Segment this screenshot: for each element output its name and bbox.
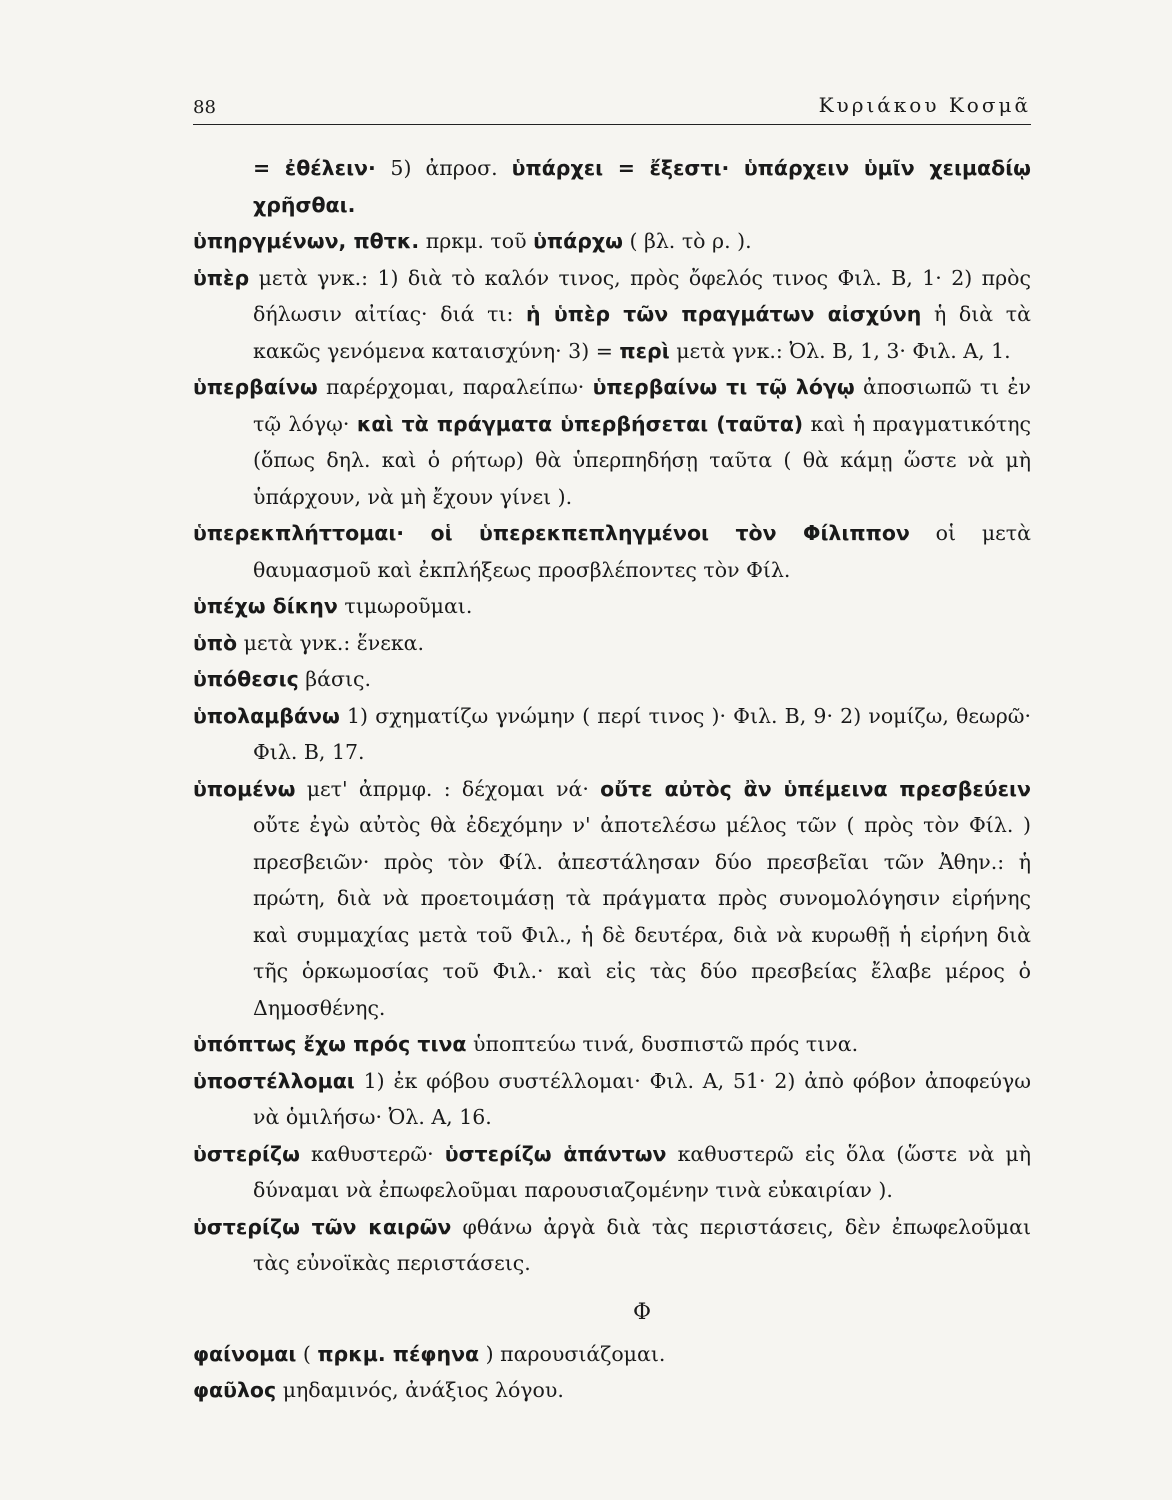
entry-text: ( βλ. τὸ ρ. ). [622,229,752,253]
entry-text: βάσις. [298,667,371,691]
entry-lemma: ὑπερβαίνω [193,375,318,399]
entry-text: οὔτε ἐγὼ αὐτὸς θὰ ἐδεχόμην ν' ἀποτελέσω μέλος τῶν ( πρὸς τὸν Φίλ. ) πρεσβειῶν· πρὸς τὸν Φίλ. ἀπεστάλησαν δύο πρεσβεῖαι τῶν Ἀθην.: ἡ πρώτη, διὰ νὰ προετοιμάσῃ τὰ πράγματα πρὸς συνομολόγησιν εἰρήνης καὶ συμμαχίας μετὰ τοῦ Φιλ., ἡ δὲ δευτέρα, διὰ νὰ κυρωθῇ ἡ εἰρήνη διὰ τῆς ὁρκωμοσίας τοῦ Φιλ.· καὶ εἰς τὰς δύο πρεσβείας ἔλαβε μέρος ὁ Δημοσθένης. [253,813,1031,1020]
entry-text: 1) ἐκ φόβου συστέλλομαι· Φιλ. Α, 51· 2) ἀπὸ φόβον ἀποφεύγω νὰ ὁμιλήσω· Ὀλ. Α, 16. [253,1068,1031,1129]
entry-text: 5) ἀπροσ. [390,156,512,180]
entry-text: παρέρχομαι, παραλείπω· [317,375,593,399]
entry-lemma: περὶ [619,338,670,363]
entry-text: οἱ μετὰ θαυμασμοῦ καὶ ἐκπλήξεως προσβλέποντες τὸν Φίλ. [253,521,1031,582]
entry-lemma: ὑπὲρ [193,265,250,290]
glossary-body [193,150,1031,1409]
glossary-entry [193,588,1031,625]
entry-lemma: ὑπάρχει = ἔξεστι· ὑπάρχειν ὑμῖν χειμαδίῳ χρῆσθαι. [253,156,1032,217]
entry-lemma: πρκμ. πέφηνα [317,1341,480,1366]
entry-list [193,150,1031,1282]
glossary-entry [193,1336,1031,1373]
entry-text: καθυστερῶ· [299,1141,445,1166]
entry-lemma: ὑστερίζω ἁπάντων [444,1141,667,1166]
entry-text: μετ' ἀπρμφ. : δέχομαι νά· [295,776,601,801]
glossary-entry [193,1372,1031,1409]
entry-text: πρκμ. τοῦ [419,229,534,253]
entry-lemma: ὑπερβαίνω τι τῷ λόγῳ [592,375,855,399]
entry-lemma: ὑπηργμένων, πθτκ. [193,229,420,253]
entry-text: καὶ ἡ πραγματικότης (ὅπως δηλ. καὶ ὁ ρήτωρ) θὰ ὑπερπηδήσῃ ταῦτα ( θὰ κάμῃ ὥστε νὰ μὴ ὑπάρχουν, νὰ μὴ ἔχουν γίνει ). [253,411,1032,509]
entry-text: μετὰ γνκ.: ἕνεκα. [237,630,425,655]
entry-lemma: ὑστερίζω τῶν καιρῶν [193,1214,452,1239]
entry-text: ὑποπτεύω τινά, δυσπιστῶ πρός τινα. [466,1032,859,1056]
entry-lemma: ὑπόπτως ἔχω πρός τινα [193,1032,467,1056]
entry-lemma: ὑπομένω [193,776,296,801]
entry-text: τιμωροῦμαι. [337,594,473,618]
entry-text: μετὰ γνκ.: Ὀλ. Β, 1, 3· Φιλ. Α, 1. [669,338,1011,363]
entry-lemma: καὶ τὰ πράγματα ὑπερβήσεται (ταῦτα) [356,411,804,436]
page-number: 88 [193,97,216,118]
glossary-entry [193,150,1031,223]
entry-lemma: ὑπολαμβάνω [193,703,340,728]
page-header [193,93,1031,125]
entry-lemma: ὑπέχω δίκην [193,594,338,618]
section-letter: Φ [632,1299,652,1325]
entry-lemma: ἡ ὑπὲρ τῶν πραγμάτων αἰσχύνη [526,302,922,326]
entry-lemma: ὑπάρχω [533,229,623,253]
glossary-entry [193,1063,1031,1136]
entry-text: μετὰ γνκ.: 1) διὰ τὸ καλόν τινος, πρὸς ὄφελός τινος Φιλ. Β, 1· 2) πρὸς δήλωσιν αἰτίας· διά τι: [249,265,1031,326]
glossary-entry [193,771,1031,1027]
entry-lemma: φαίνομαι [193,1341,297,1366]
glossary-entry [193,698,1031,771]
entry-text: 1) σχηματίζω γνώμην ( περί τινος )· Φιλ. Β, 9· 2) νομίζω, θεωρῶ· Φιλ. Β, 17. [253,703,1031,764]
entry-lemma: ὑπόθεσις [193,667,299,691]
glossary-entry [193,1026,1031,1063]
glossary-entry [193,1136,1031,1209]
entry-text: μηδαμινός, ἀνάξιος λόγου. [276,1378,564,1402]
entry-list-phi [193,1336,1031,1409]
glossary-entry [193,260,1031,370]
glossary-entry [193,515,1031,588]
glossary-entry [193,369,1031,515]
entry-text: ) παρουσιάζομαι. [479,1341,666,1366]
running-head: Κυριάκου Κοσμᾶ [818,93,1031,117]
entry-lemma: ὑστερίζω [193,1141,300,1166]
entry-lemma: οὔτε αὐτὸς ἂν ὑπέμεινα πρεσβεύειν [600,776,1031,801]
entry-text: ( [296,1341,318,1366]
entry-lemma: = ἐθέλειν· [253,156,391,180]
entry-lemma: ὑποστέλλομαι [193,1068,355,1093]
entry-lemma: φαῦλος [193,1378,277,1402]
entry-text: ἡ διὰ τὰ κακῶς γενόμενα καταισχύνη· 3) = [253,302,1031,363]
glossary-entry [193,223,1031,260]
glossary-entry [193,1209,1031,1282]
entry-lemma: ὑπὸ [193,630,238,655]
entry-lemma: ὑπερεκπλήττομαι· οἱ ὑπερεκπεπληγμένοι τὸν Φίλιππον [193,521,910,545]
entry-text: καθυστερῶ εἰς ὅλα (ὥστε νὰ μὴ δύναμαι νὰ ἐπωφελοῦμαι παρουσιαζομένην τινὰ εὐκαιρίαν ). [253,1141,1031,1202]
glossary-entry [193,625,1031,662]
glossary-entry [193,661,1031,698]
entry-text: ἀποσιωπῶ τι ἐν τῷ λόγῳ· [253,375,1031,436]
entry-text: φθάνω ἀργὰ διὰ τὰς περιστάσεις, δὲν ἐπωφελοῦμαι τὰς εὐνοϊκὰς περιστάσεις. [253,1214,1031,1275]
